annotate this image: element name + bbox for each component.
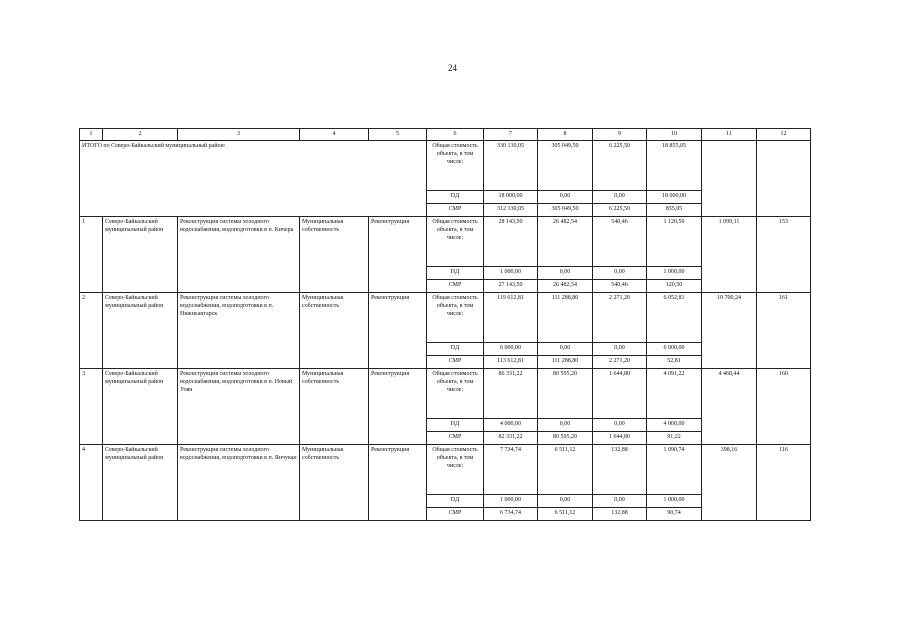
district-cell: Северо-Байкальский муниципальный район xyxy=(103,445,178,521)
column-number-header: 5 xyxy=(369,129,427,141)
value-cell: 312 130,05 xyxy=(484,204,538,217)
district-cell: Северо-Байкальский муниципальный район xyxy=(103,217,178,293)
cost-type: ПД xyxy=(427,343,484,356)
column-number-header: 8 xyxy=(538,129,593,141)
value-cell: 6 225,50 xyxy=(593,141,647,191)
cost-type: Общая стоимость объекта, в том числе: xyxy=(427,445,484,495)
value-cell: 2 271,20 xyxy=(593,356,647,369)
cost-type: СМР xyxy=(427,508,484,521)
value-cell: 160 xyxy=(757,369,811,445)
value-cell: 4 000,00 xyxy=(647,419,702,432)
value-cell: 0,00 xyxy=(593,495,647,508)
value-cell: 18 855,05 xyxy=(647,141,702,191)
value-cell: 305 049,50 xyxy=(538,141,593,191)
value-cell: 6 511,12 xyxy=(538,508,593,521)
district-cell: Северо-Байкальский муниципальный район xyxy=(103,369,178,445)
cost-type: Общая стоимость объекта, в том числе: xyxy=(427,369,484,419)
ownership-cell: Муниципальная собственность xyxy=(300,445,369,521)
table-row xyxy=(80,445,811,495)
value-cell: 82 331,22 xyxy=(484,432,538,445)
cost-type: СМР xyxy=(427,280,484,293)
cost-type: ПД xyxy=(427,267,484,280)
cost-type: Общая стоимость объекта, в том числе: xyxy=(427,217,484,267)
value-cell: 0,00 xyxy=(538,191,593,204)
cost-type: СМР xyxy=(427,432,484,445)
value-cell: 28 143,50 xyxy=(484,217,538,267)
column-number-header: 12 xyxy=(757,129,811,141)
item-number: 4 xyxy=(80,445,103,521)
column-number-header: 9 xyxy=(593,129,647,141)
district-cell: Северо-Байкальский муниципальный район xyxy=(103,293,178,369)
value-cell: 6 734,74 xyxy=(484,508,538,521)
value-cell: 6 000,00 xyxy=(484,343,538,356)
value-cell: 90,74 xyxy=(647,508,702,521)
value-cell: 6 225,50 xyxy=(593,204,647,217)
cost-type: ПД xyxy=(427,495,484,508)
value-cell: 540,46 xyxy=(593,217,647,267)
value-cell: 132,88 xyxy=(593,445,647,495)
investment-table xyxy=(79,128,811,521)
value-cell: 111 288,80 xyxy=(538,356,593,369)
column-number-header: 3 xyxy=(178,129,300,141)
table-row xyxy=(80,369,811,419)
value-cell: 0,00 xyxy=(538,343,593,356)
item-number: 2 xyxy=(80,293,103,369)
value-cell: 132,88 xyxy=(593,508,647,521)
ownership-cell: Муниципальная собственность xyxy=(300,217,369,293)
value-cell: 86 331,22 xyxy=(484,369,538,419)
column-number-header: 6 xyxy=(427,129,484,141)
column-number-header: 2 xyxy=(103,129,178,141)
value-cell: 398,16 xyxy=(702,445,757,521)
value-cell: 6 511,12 xyxy=(538,445,593,495)
value-cell: 116 xyxy=(757,445,811,521)
value-cell: 0,00 xyxy=(538,419,593,432)
value-cell: 1 000,00 xyxy=(484,495,538,508)
value-cell: 91,22 xyxy=(647,432,702,445)
object-cell: Реконструкция системы холодного водоснабжения, водоподготовки в п. Новый Уоян xyxy=(178,369,300,445)
item-number: 1 xyxy=(80,217,103,293)
column-number-row xyxy=(80,129,811,141)
object-cell: Реконструкция системы холодного водоснабжения, водоподготовки в п. Кичера xyxy=(178,217,300,293)
value-cell: 113 612,81 xyxy=(484,356,538,369)
value-cell: 52,81 xyxy=(647,356,702,369)
column-number-header: 11 xyxy=(702,129,757,141)
cost-type: ПД xyxy=(427,191,484,204)
value-cell: 4 000,00 xyxy=(484,419,538,432)
column-number-header: 4 xyxy=(300,129,369,141)
value-cell: 119 612,81 xyxy=(484,293,538,343)
value-cell: 1 099,11 xyxy=(702,217,757,293)
cost-type: Общая стоимость объекта, в том числе: xyxy=(427,141,484,191)
item-number: 3 xyxy=(80,369,103,445)
empty-cell xyxy=(702,141,757,217)
value-cell: 10 700,24 xyxy=(702,293,757,369)
page-number: 24 xyxy=(448,63,457,73)
value-cell: 26 482,54 xyxy=(538,280,593,293)
object-cell: Реконструкция системы холодного водоснабжения, водоподготовки в п. Нижнеангарск xyxy=(178,293,300,369)
value-cell: 153 xyxy=(757,217,811,293)
table-row xyxy=(80,293,811,343)
value-cell: 305 049,50 xyxy=(538,204,593,217)
cost-type: СМР xyxy=(427,204,484,217)
value-cell: 1 000,00 xyxy=(484,267,538,280)
empty-cell xyxy=(757,141,811,217)
value-cell: 0,00 xyxy=(593,343,647,356)
value-cell: 27 143,50 xyxy=(484,280,538,293)
value-cell: 330 130,05 xyxy=(484,141,538,191)
value-cell: 1 090,74 xyxy=(647,445,702,495)
value-cell: 0,00 xyxy=(593,267,647,280)
value-cell: 6 052,81 xyxy=(647,293,702,343)
value-cell: 161 xyxy=(757,293,811,369)
value-cell: 1 000,00 xyxy=(647,495,702,508)
value-cell: 540,46 xyxy=(593,280,647,293)
value-cell: 80 595,20 xyxy=(538,432,593,445)
ownership-cell: Муниципальная собственность xyxy=(300,293,369,369)
value-cell: 0,00 xyxy=(538,267,593,280)
work-type-cell: Реконструкция xyxy=(369,217,427,293)
cost-type: СМР xyxy=(427,356,484,369)
value-cell: 18 000,00 xyxy=(647,191,702,204)
value-cell: 80 595,20 xyxy=(538,369,593,419)
value-cell: 111 288,80 xyxy=(538,293,593,343)
value-cell: 0,00 xyxy=(593,191,647,204)
column-number-header: 7 xyxy=(484,129,538,141)
value-cell: 120,50 xyxy=(647,280,702,293)
value-cell: 1 644,80 xyxy=(593,369,647,419)
value-cell: 18 000,00 xyxy=(484,191,538,204)
column-number-header: 1 xyxy=(80,129,103,141)
value-cell: 1 120,50 xyxy=(647,217,702,267)
value-cell: 26 482,54 xyxy=(538,217,593,267)
value-cell: 6 000,00 xyxy=(647,343,702,356)
cost-type: Общая стоимость объекта, в том числе: xyxy=(427,293,484,343)
value-cell: 0,00 xyxy=(593,419,647,432)
work-type-cell: Реконструкция xyxy=(369,369,427,445)
column-number-header: 10 xyxy=(647,129,702,141)
cost-type: ПД xyxy=(427,419,484,432)
value-cell: 4 468,44 xyxy=(702,369,757,445)
value-cell: 1 000,00 xyxy=(647,267,702,280)
value-cell: 2 271,20 xyxy=(593,293,647,343)
value-cell: 0,00 xyxy=(538,495,593,508)
value-cell: 7 734,74 xyxy=(484,445,538,495)
total-label: ИТОГО по Северо-Байкальский муниципальный район: xyxy=(80,141,427,217)
total-row xyxy=(80,141,811,191)
work-type-cell: Реконструкция xyxy=(369,293,427,369)
value-cell: 855,05 xyxy=(647,204,702,217)
value-cell: 1 644,80 xyxy=(593,432,647,445)
table-row xyxy=(80,217,811,267)
work-type-cell: Реконструкция xyxy=(369,445,427,521)
ownership-cell: Муниципальная собственность xyxy=(300,369,369,445)
value-cell: 4 091,22 xyxy=(647,369,702,419)
object-cell: Реконструкция системы холодного водоснабжения, водоподготовки в п. Янчукан xyxy=(178,445,300,521)
